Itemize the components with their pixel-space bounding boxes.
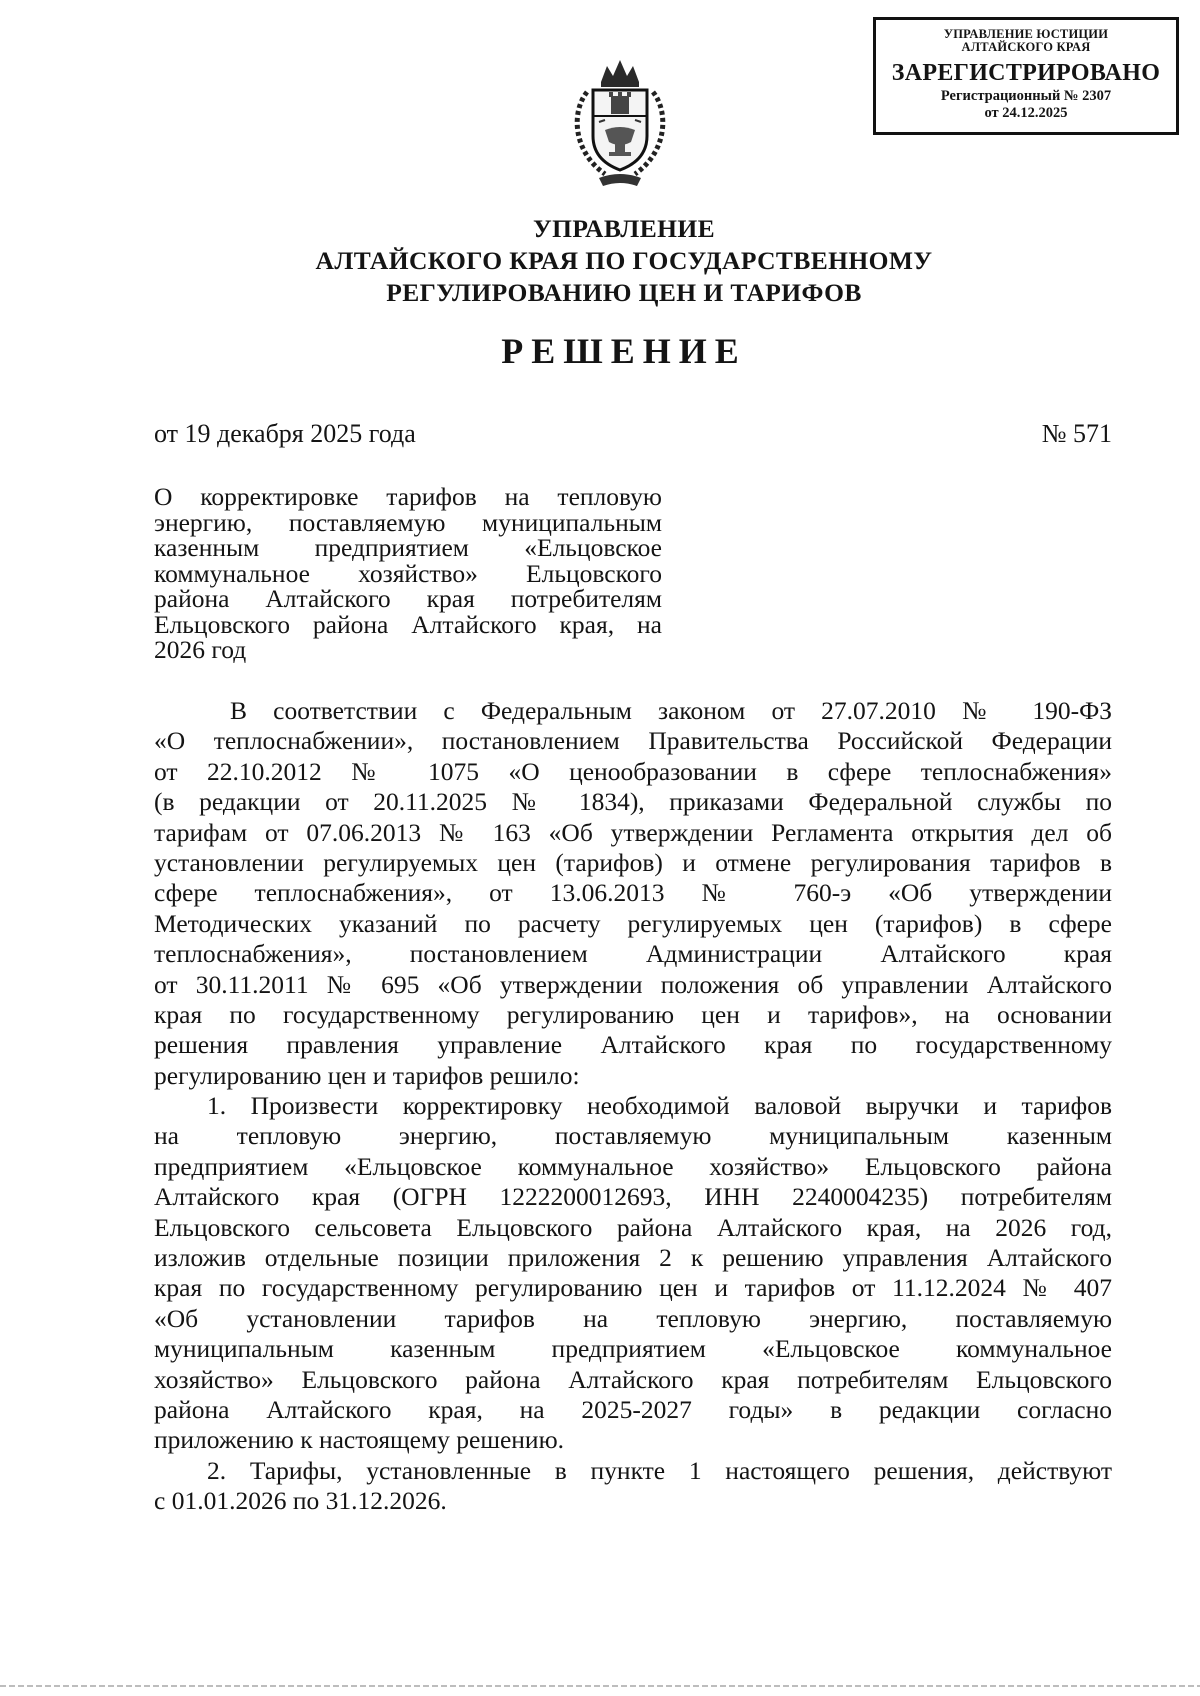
body-line: Ельцовского сельсовета Ельцовского района Алтайского края, на 2026 год,: [154, 1212, 1112, 1242]
subject-line: района Алтайского края потребителям: [154, 584, 662, 613]
stamp-reg-number: Регистрационный № 2307: [940, 88, 1112, 104]
body-line: (в редакции от 20.11.2025 № 1834), приказами Федеральной службы по: [154, 787, 1112, 817]
body-line: В соответствии с Федеральным законом от 27.07.2010 № 190-ФЗ: [230, 696, 1112, 725]
subject-line: Ельцовского района Алтайского края, на: [154, 609, 662, 639]
body-line: края по государственному регулированию цен и тарифов», на основании: [154, 999, 1112, 1029]
document-subject: [154, 484, 662, 663]
body-line: 1. Произвести корректировку необходимой валовой выручки и тарифов: [207, 1091, 1112, 1121]
subject-line: казенным предприятием «Ельцовское: [154, 533, 662, 562]
coat-of-arms-icon: [565, 52, 675, 190]
org-line-2: АЛТАЙСКОГО КРАЯ ПО ГОСУДАРСТВЕННОМУ: [315, 246, 933, 275]
document-number: № 571: [1041, 419, 1112, 448]
body-line: хозяйство» Ельцовского района Алтайского края потребителям Ельцовского: [154, 1364, 1112, 1394]
body-line: сфере теплоснабжения», от 13.06.2013 № 760-э «Об утверждении: [154, 878, 1112, 908]
body-line: регулированию цен и тарифов решило:: [154, 1060, 580, 1090]
subject-line: коммунальное хозяйство» Ельцовского: [154, 558, 662, 588]
body-line: муниципальным казенным предприятием «Ельцовское коммунальное: [154, 1334, 1112, 1364]
org-line-1: УПРАВЛЕНИЕ: [532, 214, 715, 243]
body-line: на тепловую энергию, поставляемую муниципальным казенным: [154, 1121, 1112, 1151]
body-line: с 01.01.2026 по 31.12.2026.: [154, 1486, 447, 1516]
stamp-org-line-2: АЛТАЙСКОГО КРАЯ: [961, 40, 1091, 54]
org-line-3: РЕГУЛИРОВАНИЮ ЦЕН И ТАРИФОВ: [386, 278, 862, 307]
body-line: района Алтайского края, на 2025-2027 годы» в редакции согласно: [154, 1394, 1112, 1424]
body-line: тарифам от 07.06.2013 № 163 «Об утверждении Регламента открытия дел об: [154, 817, 1112, 847]
stamp-status: ЗАРЕГИСТРИРОВАНО: [891, 60, 1161, 86]
registration-stamp: [873, 17, 1179, 135]
stamp-org-line-1: УПРАВЛЕНИЕ ЮСТИЦИИ: [943, 27, 1109, 41]
body-line: Методических указаний по расчету регулируемых цен (тарифов) в сфере: [154, 908, 1112, 938]
document-date: от 19 декабря 2025 года: [154, 419, 416, 448]
subject-line: 2026 год: [154, 635, 247, 664]
body-line: Алтайского края (ОГРН 1222200012693, ИНН 2240004235) потребителям: [154, 1182, 1112, 1212]
document-body: [154, 696, 1112, 1517]
body-line: от 22.10.2012 № 1075 «О ценообразовании в сфере теплоснабжения»: [154, 756, 1112, 786]
body-line: решения правления управление Алтайского края по государственному: [154, 1030, 1112, 1060]
body-line: предприятием «Ельцовское коммунальное хозяйство» Ельцовского района: [154, 1151, 1112, 1181]
body-line: «О теплоснабжении», постановлением Правительства Российской Федерации: [154, 726, 1112, 756]
subject-line: энергию, поставляемую муниципальным: [154, 507, 662, 537]
body-line: изложив отдельные позиции приложения 2 к решению управления Алтайского: [154, 1243, 1112, 1273]
document-type-title: РЕШЕНИЕ: [501, 331, 747, 371]
body-line: от 30.11.2011 № 695 «Об утверждении положения об управлении Алтайского: [154, 969, 1112, 999]
organization-name: [100, 213, 1148, 309]
subject-line: О корректировке тарифов на тепловую: [154, 482, 662, 511]
scan-edge-divider: [0, 1685, 1200, 1687]
body-line: края по государственному регулированию цен и тарифов от 11.12.2024 № 407: [154, 1273, 1112, 1303]
stamp-reg-date: от 24.12.2025: [984, 105, 1068, 121]
body-line: приложению к настоящему решению.: [154, 1425, 565, 1455]
body-line: 2. Тарифы, установленные в пункте 1 настоящего решения, действуют: [207, 1455, 1112, 1485]
body-line: «Об установлении тарифов на тепловую энергию, поставляемую: [154, 1303, 1112, 1333]
body-line: теплоснабжения», постановлением Администрации Алтайского края: [154, 939, 1112, 969]
body-line: установлении регулируемых цен (тарифов) и отмене регулирования тарифов в: [154, 847, 1112, 877]
